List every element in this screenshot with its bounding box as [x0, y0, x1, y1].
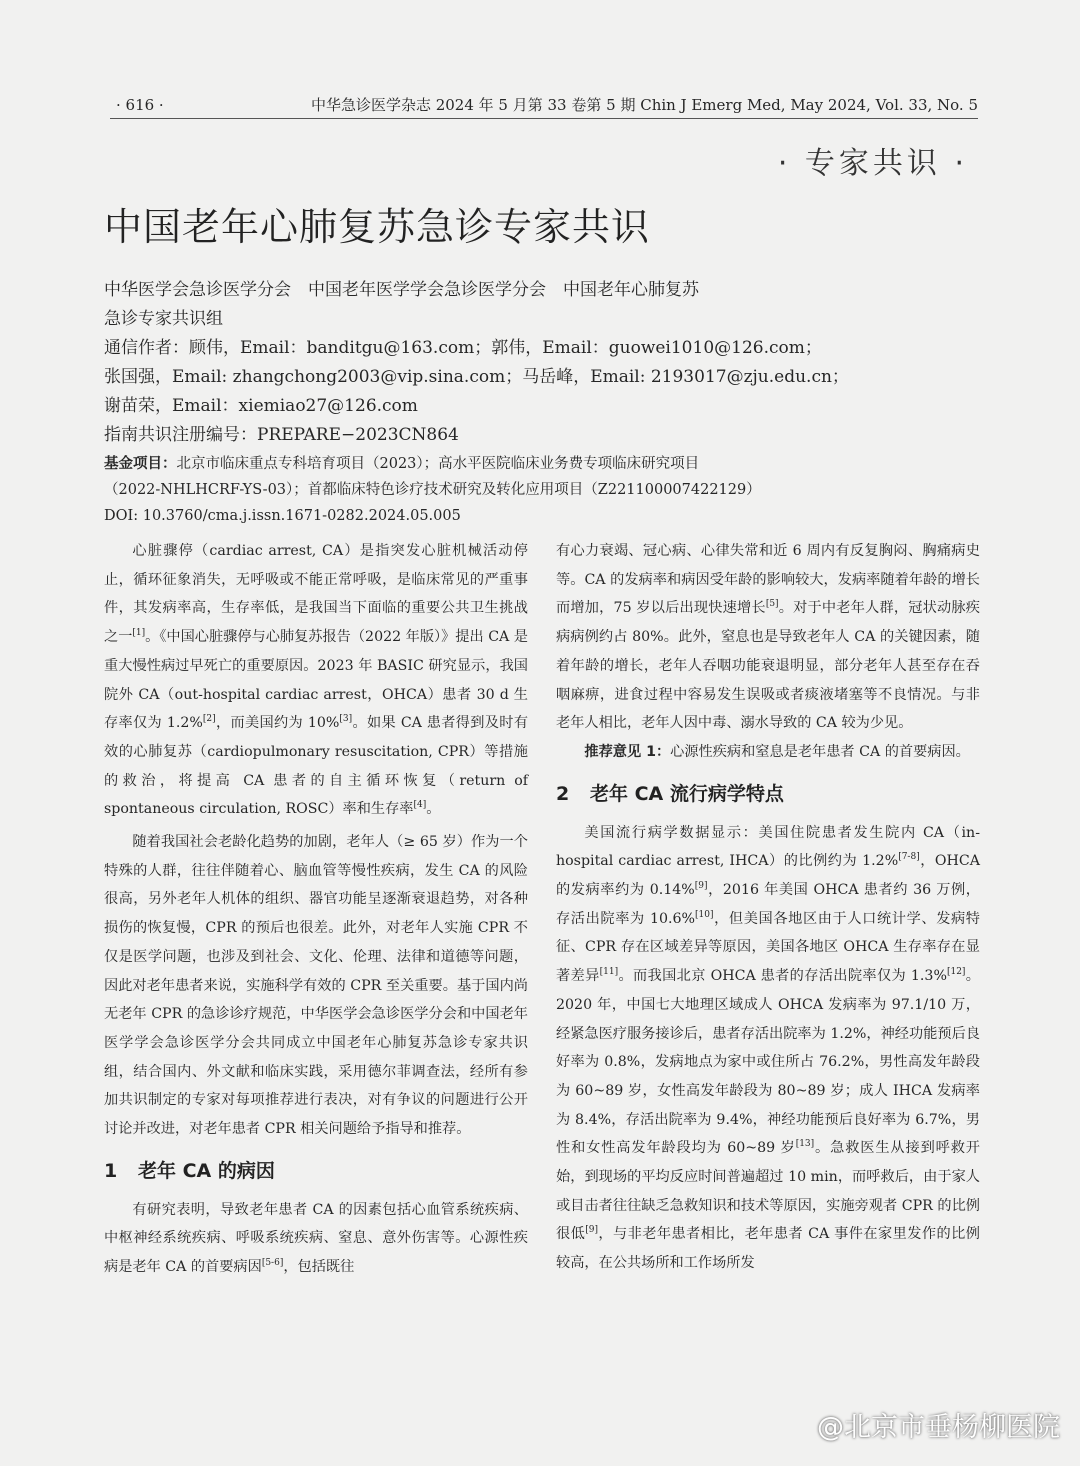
right-column [556, 537, 980, 1278]
doi: DOI: 10.3760/cma.j.issn.1671-0282.2024.05.005 [104, 508, 461, 524]
paragraph-epidemiology: 美国流行病学数据显示：美国住院患者发生院内 CA（in-hospital cardiac arrest, IHCA）的比例约为 1.2%[7-8]，OHCA 的发病率约为 0.14%[9]，2016 年美国 OHCA 患者约 36 万例，存活出院率为 10.6%[10]，但美国各地区由于人口统计学、发病特征、CPR 存在区域差异等原因，美国各地区 OHCA 生存率存在显著差异[11]。而我国北京 OHCA 患者的存活出院率仅为 1.3%[12]。2020 年，中国七大地理区域成人 OHCA 发病率为 97.1/10 万，经紧急医疗服务接诊后，患者存活出院率为 1.2%，神经功能预后良好率为 0.8%，发病地点为家中或住所占 76.2%，男性高发年龄段为 60~89 岁，女性高发年龄段为 80~89 岁；成人 IHCA 发病率为 8.4%，存活出院率为 9.4%，神经功能预后良好率为 6.7%，男性和女性高发年龄段均为 60~89 岁[13]。急救医生从接到呼救开始，到现场的平均反应时间普遍超过 10 min，而呼救后，由于家人或目击者往往缺乏急救知识和技术等原因，实施旁观者 CPR 的比例很低[9]，与非老年患者相比，老年患者 CA 事件在家里发作的比例较高，在公共场所和工作场所发 [556, 824, 980, 1272]
citation-ref[interactable]: [3] [339, 714, 353, 725]
citation-ref[interactable]: [5-6] [261, 1258, 284, 1269]
journal-citation: 中华急诊医学杂志 2024 年 5 月第 33 卷第 5 期 Chin J Emerg Med, May 2024, Vol. 33, No. 5 [310, 96, 978, 114]
article-title: 中国老年心肺复苏急诊专家共识 [104, 205, 651, 249]
citation-ref[interactable]: [2] [202, 714, 216, 725]
citation-ref[interactable]: [1] [132, 628, 146, 639]
citation-ref[interactable]: [9] [694, 881, 708, 892]
citation-ref[interactable]: [9] [585, 1225, 598, 1236]
funding-line-1 [104, 451, 824, 477]
author-line: 中华医学会急诊医学分会 中国老年医学学会急诊医学分会 中国老年心肺复苏 [104, 280, 699, 300]
watermark: @北京市垂杨柳医院 [817, 1412, 1060, 1443]
paragraph-aging: 随着我国社会老龄化趋势的加剧，老年人（≥ 65 岁）作为一个特殊的人群，往往伴随着心、脑血管等慢性疾病，发生 CA 的风险很高，另外老年人机体的组织、器官功能呈逐渐衰退趋势，对各种损伤的恢复慢，CPR 的预后也很差。此外，对老年人实施 CPR 不仅是医学问题，也涉及到社会、文化、伦理、法律和道德等问题，因此对老年患者来说，实施科学有效的 CPR 至关重要。基于国内尚无老年 CPR 的急诊诊疗规范，中华医学会急诊医学分会和中国老年医学学会急诊医学分会共同成立中国老年心肺复苏急诊专家共识组，结合国内、外文献和临床实践，采用德尔菲调查法，经所有参加共识制定的专家对每项推荐进行表决，对有争议的问题进行公开讨论并改进，对老年患者 CPR 相关问题给予指导和推荐。 [104, 834, 528, 1138]
citation-ref[interactable]: [7-8] [898, 852, 920, 863]
citation-ref[interactable]: [12] [946, 967, 966, 978]
citation-ref[interactable]: [10] [695, 909, 714, 920]
registration-number: 指南共识注册编号：PREPARE−2023CN864 [104, 425, 459, 445]
left-column [104, 537, 528, 1282]
section-heading-1: 1 老年 CA 的病因 [104, 1159, 275, 1182]
citation-ref[interactable]: [11] [599, 967, 619, 978]
citation-ref[interactable]: [4] [413, 800, 427, 811]
funding-label: 基金项目： [104, 456, 177, 472]
author-line: 急诊专家共识组 [104, 309, 223, 329]
corresponding-author-line: 通信作者：顾伟，Email：banditgu@163.com；郭伟，Email：guowei1010@126.com； [104, 338, 822, 358]
citation-ref[interactable]: [13] [795, 1139, 815, 1150]
paragraph-etiology: 有研究表明，导致老年患者 CA 的因素包括心血管系统疾病、中枢神经系统疾病、呼吸系统疾病、窒息、意外伤害等。心源性疾病是老年 CA 的首要病因[5-6]，包括既往 [104, 1201, 528, 1276]
citation-ref[interactable]: [5] [765, 599, 779, 610]
section-heading-2: 2 老年 CA 流行病学特点 [556, 782, 784, 805]
funding-line-2: （2022-NHLHCRF-YS-03）；首都临床特色诊疗技术研究及转化应用项目（Z221100007422129） [104, 482, 761, 498]
paragraph-etiology-cont: 有心力衰竭、冠心病、心律失常和近 6 周内有反复胸闷、胸痛病史等。CA 的发病率和病因受年龄的影响较大，发病率随着年龄的增长而增加，75 岁以后出现快速增长[5]。对于中老年人群，冠状动脉疾病病例约占 80%。此外，窒息也是导致老年人 CA 的关键因素，随着年龄的增长，老年人吞咽功能衰退明显，部分老年人甚至存在吞咽麻痹，进食过程中容易发生误吸或者痰液堵塞等不良情况。与非老年人相比，老年人因中毒、溺水导致的 CA 较为少见。 [556, 543, 980, 732]
page-number: · 616 · [116, 96, 164, 114]
section-tag: · 专家共识 · [777, 146, 968, 181]
author-block [104, 276, 849, 450]
funding-block [104, 451, 824, 529]
funding-text: 北京市临床重点专科培育项目（2023）；高水平医院临床业务费专项临床研究项目 [176, 456, 700, 472]
corresponding-author-line: 谢苗荣，Email：xiemiao27@126.com [104, 396, 418, 416]
paragraph-intro: 心脏骤停（cardiac arrest, CA）是指突发心脏机械活动停止，循环征象消失，无呼吸或不能正常呼吸，是临床常见的严重事件，其发病率高，生存率低，是我国当下面临的重要公共卫生挑战之一[1]。《中国心脏骤停与心肺复苏报告（2022 年版）》提出 CA 是重大慢性病过早死亡的重要原因。2023 年 BASIC 研究显示，我国院外 CA（out-hospital cardiac arrest，OHCA）患者 30 d 生存率仅为 1.2%[2]，而美国约为 10%[3]。如果 CA 患者得到及时有效的心肺复苏（cardiopulmonary resuscitation, CPR）等措施的救治，将提高 CA 患者的自主循环恢复（return of spontaneous circulation, ROSC）率和生存率[4]。 [104, 543, 529, 818]
recommendation-1: 推荐意见 1：心源性疾病和窒息是老年患者 CA 的首要病因。 [584, 743, 970, 760]
running-header [110, 94, 978, 119]
corresponding-author-line: 张国强，Email: zhangchong2003@vip.sina.com；马岳峰，Email: 2193017@zju.edu.cn； [104, 367, 849, 387]
